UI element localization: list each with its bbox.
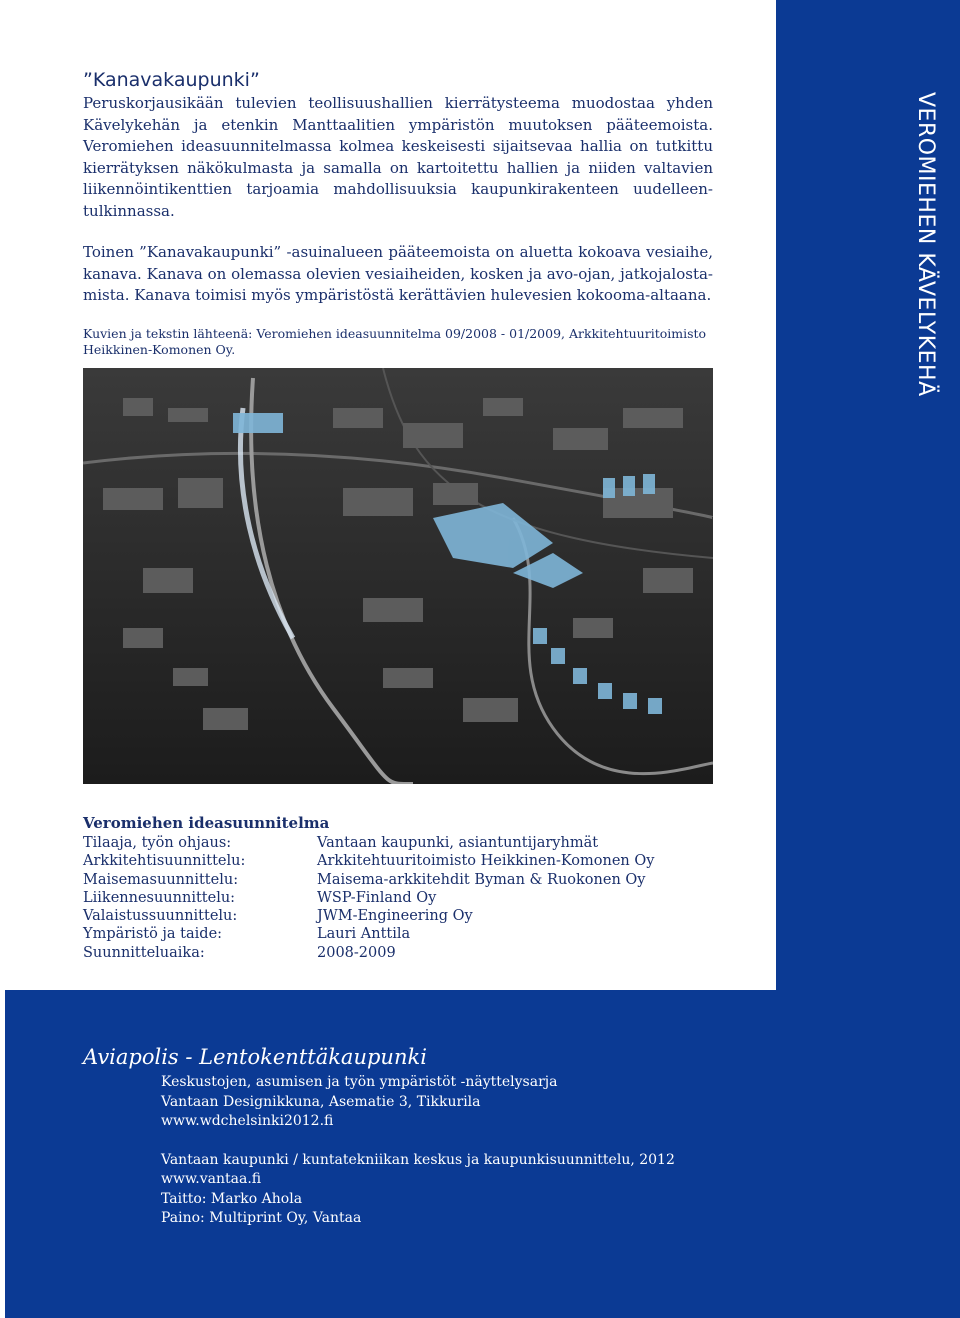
footer-title: Aviapolis - Lentokenttäkaupunki (83, 1045, 427, 1069)
credit-label: Suunnitteluaika: (83, 944, 205, 961)
credit-value: WSP-Finland Oy (317, 889, 437, 906)
credit-value: Vantaan kaupunki, asiantuntijaryhmät (317, 835, 599, 851)
footer-link-wdc[interactable]: www.wdchelsinki2012.fi (161, 1113, 334, 1129)
body-paragraph-2: Toinen ”Kanavakaupunki” -asuinalueen pääteemoista on aluetta kokoava vesiaihe, kanava. Kanava on olemassa olevien vesiaiheiden, kosken ja avo-ojan, jatkojalosta-mista. Kanava toimisi myös ympäristöstä kerättävien hulevesien kokooma-altaana. (83, 243, 713, 305)
footer-line-print: Paino: Multiprint Oy, Vantaa (161, 1210, 362, 1226)
credit-row (83, 889, 723, 907)
footer-line-layout: Taitto: Marko Ahola (161, 1191, 303, 1207)
credits-title: Veromiehen ideasuunnitelma (83, 814, 330, 832)
footer-line-venue: Vantaan Designikkuna, Asematie 3, Tikkurila (161, 1094, 481, 1110)
credit-label: Liikennesuunnittelu: (83, 889, 236, 906)
credit-value: 2008-2009 (317, 944, 396, 961)
credit-label: Tilaaja, työn ohjaus: (83, 835, 232, 851)
credit-row (83, 852, 723, 870)
credit-label: Arkkitehtisuunnittelu: (83, 853, 246, 870)
credit-row (83, 944, 723, 962)
credit-label: Ympäristö ja taide: (83, 926, 223, 943)
credit-value: Maisema-arkkitehdit Byman & Ruokonen Oy (317, 871, 646, 888)
credit-label: Valaistussuunnittelu: (83, 908, 238, 925)
footer-line-exhibition: Keskustojen, asumisen ja työn ympäristöt -näyttelysarja (161, 1074, 558, 1090)
credit-label: Maisemasuunnittelu: (83, 871, 239, 888)
section-title: ”Kanavakaupunki” (83, 69, 260, 91)
vertical-section-title: VEROMIEHEN KÄVELYKEHÄ (913, 92, 938, 397)
credit-row (83, 907, 723, 925)
credit-row (83, 871, 723, 889)
credit-row (83, 925, 723, 943)
footer-line-publisher: Vantaan kaupunki / kuntatekniikan keskus ja kaupunkisuunnittelu, 2012 (161, 1152, 675, 1168)
footer-link-vantaa[interactable]: www.vantaa.fi (161, 1171, 262, 1187)
architectural-model-image (83, 368, 713, 784)
body-paragraph-1: Peruskorjausikään tulevien teollisuushallien kierrätysteema muodostaa yhden Kävelykehän ja etenkin Manttaalitien ympäristön muutoksen pääteemoista. Veromiehen ideasuunnitelmassa kolmea keskeisesti sijaitsevaa hallia on tutkittu kierrätyksen näkökulmasta ja samalla on kartoitettu hallien ja niiden valtavien liikennöintikenttien tarjoamia mahdollisuuksia kaupunkirakenteen uudelleen-tulkinnassa. (83, 94, 713, 220)
source-note: Kuvien ja tekstin lähteenä: Veromiehen ideasuunnitelma 09/2008 - 01/2009, Arkkitehtuuritoimisto Heikkinen-Komonen Oy. (83, 326, 707, 357)
credits-list (83, 834, 723, 962)
credit-value: Lauri Anttila (317, 926, 411, 943)
credit-value: Arkkitehtuuritoimisto Heikkinen-Komonen Oy (317, 853, 655, 870)
model-photo (83, 368, 713, 784)
credit-row (83, 834, 723, 852)
credit-value: JWM-Engineering Oy (317, 908, 473, 925)
